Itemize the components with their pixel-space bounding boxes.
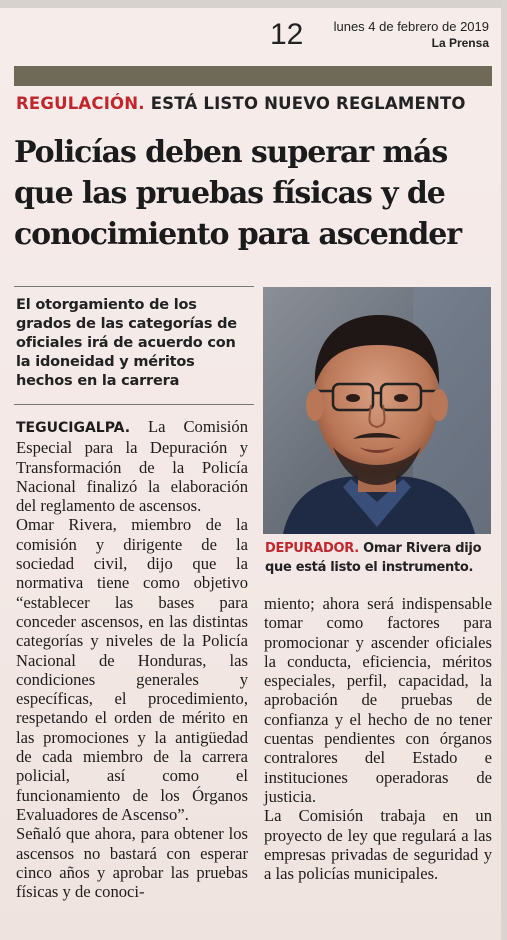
dateline: TEGUCIGALPA. [16, 420, 131, 436]
section-rule-bar [14, 66, 492, 86]
page-top-edge [0, 0, 507, 8]
publication-name: La Prensa [431, 36, 489, 50]
body-paragraph [16, 417, 248, 515]
publication-date: lunes 4 de febrero de 2019 [333, 19, 489, 34]
body-paragraph: miento; ahora será indispensable tomar como factores para promocionar y ascender oficiales la conducta, eficiencia, méritos especiales, perfil, capacidad, la aprobación de pruebas de confianza y el hecho de no tener cuentas pendientes con órganos contralores del Estado e instituciones operadoras de justicia. [264, 594, 492, 806]
kicker-section: REGULACIÓN. [16, 94, 145, 113]
body-paragraph: Señaló que ahora, para obtener los ascensos no bastará con esperar cinco años y aprobar las pruebas físicas y de conoci- [16, 824, 248, 902]
deck-top-rule [14, 286, 254, 287]
article-kicker [16, 94, 496, 113]
page-header [334, 19, 489, 51]
kicker-text: ESTÁ LISTO NUEVO REGLAMENTO [144, 94, 466, 113]
body-column-2 [264, 594, 492, 883]
photo-caption [265, 539, 495, 577]
paragraph-text: La Comisión Especial para la Depuración y Transformación de la Policía Nacional finalizó la elaboración del reglamento de ascensos. [16, 417, 248, 516]
portrait-illustration [263, 287, 491, 534]
body-column-1 [16, 417, 248, 901]
caption-text: Omar Rivera dijo que está listo el instrumento. [265, 541, 482, 575]
deck-bottom-rule [14, 404, 254, 405]
article-deck: El otorgamiento de los grados de las categorías de oficiales irá de acuerdo con la idoneidad y méritos hechos en la carrera [16, 297, 237, 389]
article-headline: Policías deben superar más que las pruebas físicas y de conocimiento para ascender [14, 135, 461, 252]
page-number: 12 [270, 18, 304, 51]
body-paragraph: Omar Rivera, miembro de la comisión y dirigente de la sociedad civil, dijo que la normativa tiene como objetivo “establecer las bases para conceder ascensos, en las distintas categorías y niveles de la Policía Nacional de Honduras, las condiciones generales y específicas, el procedimiento, respetando el orden de mérito en las promociones y la antigüedad de cada miembro de la carrera policial, así como el funcionamiento de los Órganos Evaluadores de Ascenso”. [16, 515, 248, 824]
caption-label: DEPURADOR. [265, 541, 359, 556]
page-right-edge [501, 0, 507, 940]
body-paragraph: La Comisión trabaja en un proyecto de ley que regulará a las empresas privadas de seguridad y a las policías municipales. [264, 806, 492, 884]
portrait-photo [263, 287, 491, 534]
